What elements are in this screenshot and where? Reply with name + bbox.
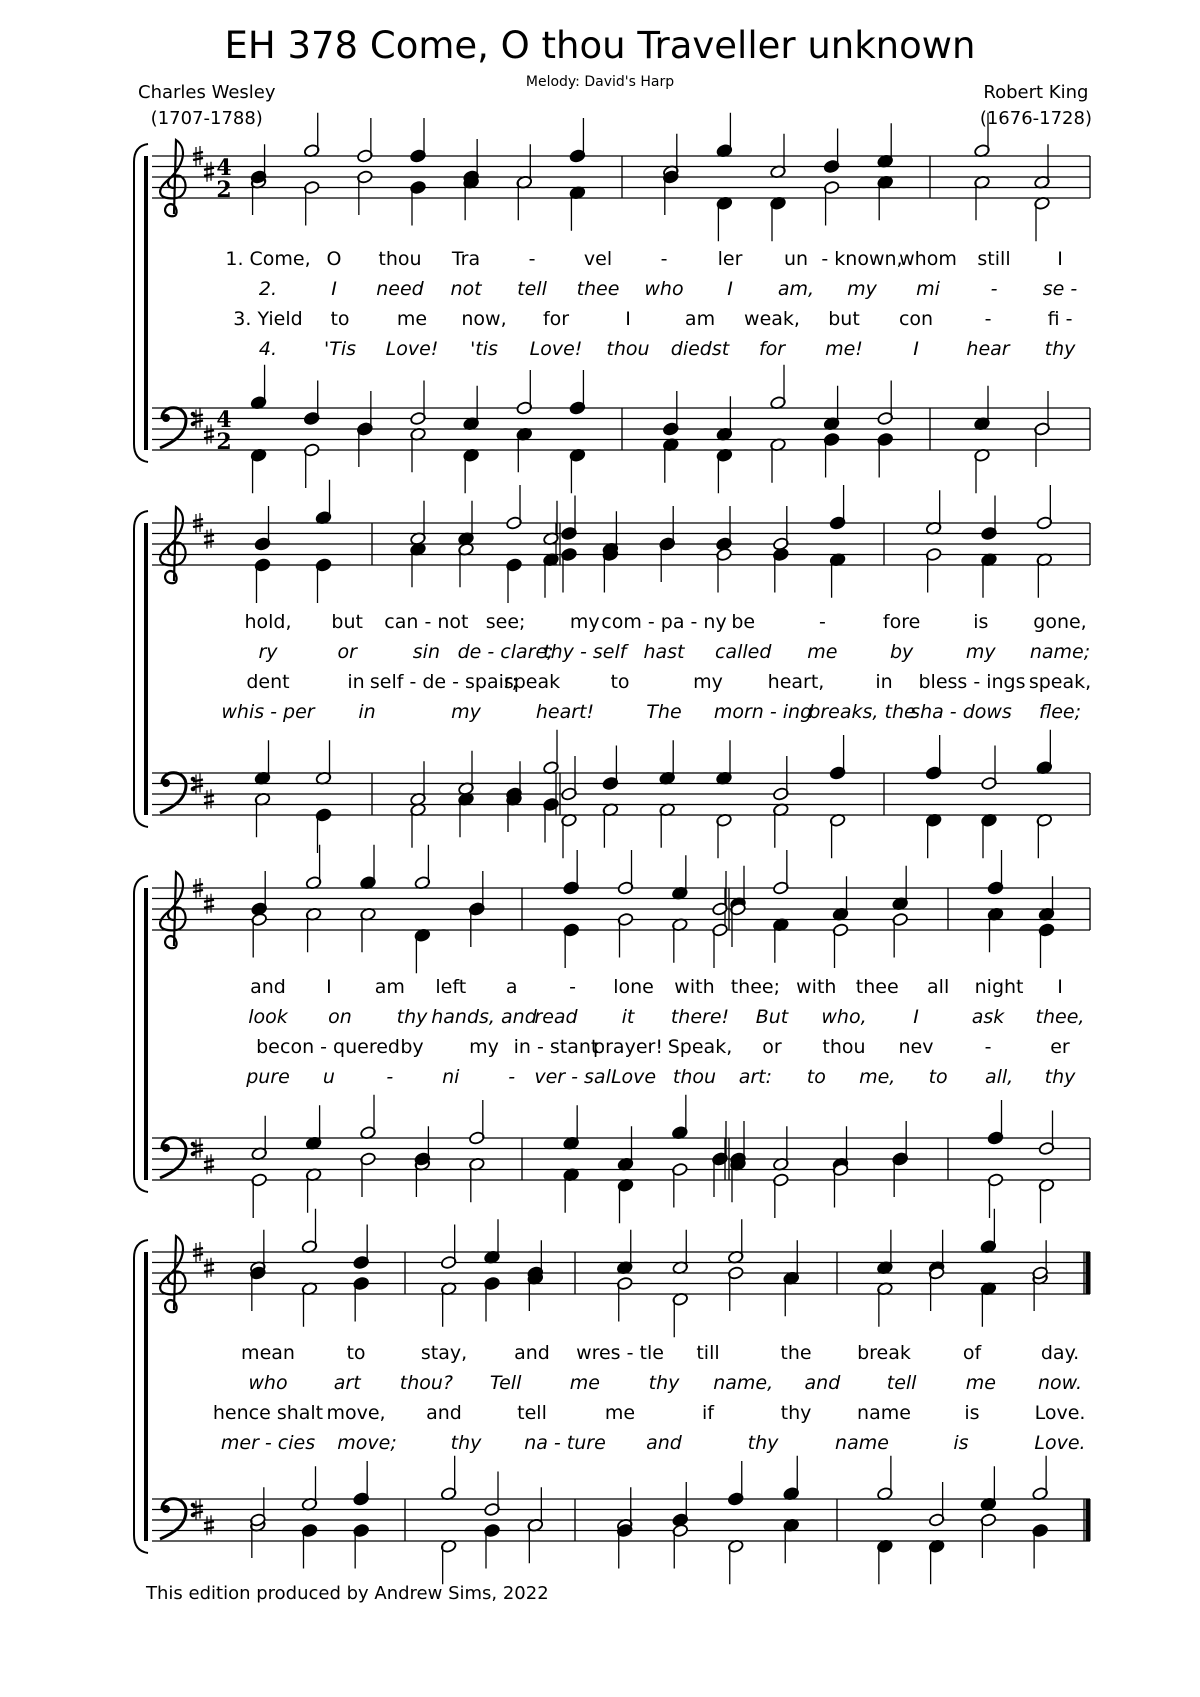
lyric-syllable: thy [648, 1372, 680, 1394]
lyric-syllable: in [358, 701, 376, 723]
lyric-syllable: me, [859, 1066, 896, 1088]
lyric-syllable: I [326, 976, 332, 998]
lyric-syllable: 'Tis [323, 338, 357, 360]
lyric-syllable: Love. [1034, 1402, 1086, 1424]
lyric-syllable: in - stant [513, 1036, 599, 1058]
lyric-syllable: me [965, 1372, 996, 1394]
hymn-title: EH 378 Come, O thou Traveller unknown [224, 24, 976, 67]
lyric-syllable: Love. [1034, 1432, 1086, 1454]
bass-clef-icon [160, 1138, 186, 1178]
lyric-syllable: ver - sal [534, 1066, 611, 1088]
lyric-syllable: speak [503, 671, 561, 693]
edition-credit: This edition produced by Andrew Sims, 2022 [146, 1583, 549, 1604]
treble-clef-icon [160, 1236, 185, 1312]
lyric-syllable: my [847, 278, 877, 300]
lyric-syllable: need [376, 278, 424, 300]
lyric-syllable: hast [643, 641, 685, 663]
lyric-syllable: to [330, 308, 350, 330]
lyric-syllable: stay, [420, 1342, 468, 1364]
lyric-syllable: all, [984, 1066, 1014, 1088]
lyric-syllable: thee; [730, 976, 781, 998]
lyric-syllable: my [693, 671, 723, 693]
lyric-syllable: Love [610, 1066, 657, 1088]
lyric-syllable: I [913, 1006, 919, 1028]
lyric-syllable: gone, [1033, 611, 1087, 633]
lyric-syllable: me! [825, 338, 863, 360]
lyric-syllable: de - clare; [457, 641, 554, 663]
lyric-syllable: now, [461, 308, 507, 330]
lyric-syllable: to [928, 1066, 948, 1088]
lyric-syllable: art: [738, 1066, 773, 1088]
lyric-syllable: be [731, 611, 756, 633]
lyric-syllable: O [326, 248, 342, 270]
lyric-syllable: na - ture [524, 1432, 606, 1454]
lyric-syllable: in [875, 671, 893, 693]
sharp-icon [204, 1166, 214, 1168]
time-signature-bottom: 2 [216, 177, 232, 203]
lyric-syllable: But [755, 1006, 789, 1028]
lyric-syllable: it [621, 1006, 635, 1028]
lyric-syllable: and [250, 976, 286, 998]
lyric-syllable: tell [517, 1402, 547, 1424]
sharp-icon [204, 906, 214, 908]
lyric-syllable: morn - ing [713, 701, 813, 723]
author-dates: (1707-1788) [150, 108, 263, 129]
lyric-syllable: for [542, 308, 570, 330]
lyric-syllable: or [337, 641, 357, 663]
lyric-syllable: - [528, 248, 536, 270]
lyric-syllable: - [818, 611, 826, 633]
lyric-syllable: be [256, 1036, 280, 1058]
lyric-syllable: name; [1029, 641, 1091, 663]
lyric-syllable: see; [485, 611, 526, 633]
lyric-syllable: can - not [384, 611, 469, 633]
lyric-syllable: but [331, 611, 363, 633]
lyric-syllable: the [780, 1342, 812, 1364]
lyric-syllable: whom [899, 248, 957, 270]
lyric-syllable: er [1050, 1036, 1070, 1058]
lyric-syllable: lone [613, 976, 654, 998]
lyric-syllable: thy [450, 1432, 482, 1454]
lyric-syllable: my [569, 611, 600, 633]
lyric-syllable: ry [258, 641, 278, 663]
lyric-syllable: I [1057, 248, 1063, 270]
lyric-syllable: thou [822, 1036, 866, 1058]
sharp-icon [193, 1254, 203, 1256]
lyric-syllable: wres - tle [576, 1342, 664, 1364]
lyric-syllable: and [646, 1432, 682, 1454]
lyric-syllable: me [604, 1402, 636, 1424]
sharp-icon [204, 541, 214, 543]
lyric-syllable: am, [777, 278, 815, 300]
lyric-syllable: I [331, 278, 337, 300]
sharp-icon [204, 900, 214, 902]
treble-clef-icon [160, 140, 185, 216]
lyric-syllable: name [835, 1432, 889, 1454]
lyric-syllable: hands, and [431, 1006, 537, 1028]
lyric-syllable: hence shalt [212, 1402, 324, 1424]
lyric-syllable: fi - [1047, 308, 1073, 330]
lyric-syllable: vel [583, 248, 613, 270]
sharp-icon [204, 1264, 214, 1266]
lyric-syllable: I [1057, 976, 1063, 998]
lyric-syllable: I [625, 308, 631, 330]
composer-dates: (1676-1728) [979, 108, 1092, 129]
lyric-syllable: heart! [535, 701, 595, 723]
sharp-icon [193, 519, 203, 521]
lyric-syllable: ask [971, 1006, 1005, 1028]
treble-clef-icon [160, 507, 185, 583]
lyric-syllable: to [346, 1342, 366, 1364]
lyric-syllable: or [762, 1036, 782, 1058]
lyric-syllable: night [974, 976, 1024, 998]
sharp-icon [204, 1270, 214, 1272]
lyric-syllable: - [386, 1066, 394, 1088]
lyric-syllable: - [984, 308, 992, 330]
sharp-icon [204, 1160, 214, 1162]
bass-clef-dot [162, 1505, 170, 1513]
lyric-syllable: 'tis [470, 338, 498, 360]
lyric-syllable: name, [713, 1372, 774, 1394]
lyric-syllable: thy [780, 1402, 812, 1424]
sharp-icon [193, 158, 203, 160]
lyric-syllable: u [322, 1066, 335, 1088]
lyric-syllable: - [984, 1036, 992, 1058]
bass-clef-icon [160, 1499, 186, 1539]
lyric-syllable: on [328, 1006, 352, 1028]
sharp-icon [204, 168, 214, 170]
lyric-syllable: look [248, 1006, 288, 1028]
lyric-syllable: by [889, 641, 914, 663]
lyric-syllable: till [696, 1342, 720, 1364]
sharp-icon [193, 1151, 203, 1153]
lyric-syllable: 4. [258, 338, 278, 360]
lyric-syllable: weak, [744, 308, 800, 330]
lyric-syllable: Love! [529, 338, 583, 360]
lyric-syllable: mi [916, 278, 940, 300]
lyric-syllable: tell [517, 278, 547, 300]
lyric-syllable: all [927, 976, 950, 998]
lyric-syllable: my [965, 641, 996, 663]
lyric-syllable: me [807, 641, 838, 663]
lyric-syllable: mer - cies [220, 1432, 316, 1454]
lyric-syllable: my [451, 701, 481, 723]
lyric-syllable: art [333, 1372, 361, 1394]
sharp-icon [193, 421, 203, 423]
lyric-syllable: dent [246, 671, 290, 693]
lyric-syllable: Tra [451, 248, 481, 270]
time-signature-top: 4 [216, 155, 232, 181]
lyric-syllable: if [702, 1402, 714, 1424]
lyric-syllable: hold, [244, 611, 292, 633]
lyric-syllable: for [758, 338, 786, 360]
lyric-syllable: by [400, 1036, 424, 1058]
sharp-icon [204, 1521, 214, 1523]
lyric-syllable: who [248, 1372, 288, 1394]
bass-clef-dot [162, 414, 170, 422]
lyric-syllable: now. [1037, 1372, 1083, 1394]
lyric-syllable: diedst [670, 338, 730, 360]
lyric-syllable: to [610, 671, 630, 693]
lyric-syllable: - known, [821, 248, 903, 270]
lyric-syllable: and [514, 1342, 550, 1364]
treble-clef-icon [160, 872, 185, 948]
lyric-syllable: and [426, 1402, 462, 1424]
lyric-syllable: thy [396, 1006, 428, 1028]
lyric-syllable: 1. Come, [225, 248, 311, 270]
sharp-icon [193, 525, 203, 527]
lyric-syllable: ler [717, 248, 743, 270]
lyric-syllable: a [505, 976, 518, 998]
lyric-syllable: Speak, [667, 1036, 733, 1058]
lyric-syllable: to [806, 1066, 826, 1088]
lyric-syllable: who [644, 278, 684, 300]
lyric-syllable: thy [1044, 1066, 1076, 1088]
lyric-syllable: sin [412, 641, 441, 663]
lyric-syllable: - [990, 278, 998, 300]
time-signature-bottom: 2 [216, 429, 232, 455]
lyric-syllable: prayer! [593, 1036, 663, 1058]
lyric-syllable: is [973, 611, 989, 633]
sharp-icon [204, 436, 214, 438]
lyric-syllable: me [569, 1372, 600, 1394]
sharp-icon [204, 795, 214, 797]
lyric-syllable: thou [378, 248, 422, 270]
sharp-icon [204, 801, 214, 803]
lyric-syllable: not [450, 278, 482, 300]
lyric-syllable: speak, [1028, 671, 1092, 693]
lyric-syllable: me [396, 308, 428, 330]
lyric-syllable: thy [747, 1432, 779, 1454]
lyric-syllable: thy [1044, 338, 1076, 360]
lyric-syllable: read [534, 1006, 578, 1028]
lyric-syllable: called [714, 641, 772, 663]
lyric-syllable: ni [442, 1066, 460, 1088]
lyric-syllable: thou [672, 1066, 717, 1088]
lyric-syllable: but [828, 308, 860, 330]
lyric-syllable: still [977, 248, 1011, 270]
lyric-syllable: 2. [258, 278, 278, 300]
sharp-icon [204, 535, 214, 537]
bass-clef-icon [160, 773, 186, 813]
lyric-syllable: - [569, 976, 577, 998]
lyric-syllable: se - [1042, 278, 1078, 300]
lyric-syllable: thee, [1035, 1006, 1085, 1028]
lyric-syllable: is [964, 1402, 980, 1424]
lyric-syllable: flee; [1038, 701, 1082, 723]
lyric-syllable: there! [670, 1006, 730, 1028]
lyric-syllable: Tell [489, 1372, 522, 1394]
lyric-syllable: bless - ings [918, 671, 1026, 693]
lyric-syllable: whis - per [221, 701, 315, 723]
lyric-syllable: sha - dows [910, 701, 1012, 723]
lyric-syllable: thee [576, 278, 620, 300]
lyric-syllable: I [727, 278, 733, 300]
lyric-syllable: I [913, 338, 919, 360]
lyric-syllable: am [374, 976, 405, 998]
lyric-syllable: con [898, 308, 934, 330]
sharp-icon [193, 890, 203, 892]
sharp-icon [193, 152, 203, 154]
lyric-syllable: breaks, the [808, 701, 916, 723]
lyric-syllable: left [435, 976, 467, 998]
lyric-syllable: mean [241, 1342, 295, 1364]
lyric-syllable: - [660, 248, 668, 270]
author-name: Charles Wesley [138, 82, 276, 103]
lyric-syllable: 3. Yield [233, 308, 303, 330]
lyric-syllable: - [508, 1066, 516, 1088]
lyric-syllable: self - de - spair; [369, 671, 519, 693]
lyric-syllable: hear [966, 338, 1010, 360]
sharp-icon [193, 786, 203, 788]
lyric-syllable: of [962, 1342, 982, 1364]
bass-clef-dot [162, 779, 170, 787]
lyric-syllable: and [804, 1372, 841, 1394]
lyric-syllable: pure [246, 1066, 290, 1088]
lyric-syllable: who, [821, 1006, 867, 1028]
lyric-syllable: thou? [399, 1372, 454, 1394]
lyric-syllable: tell [886, 1372, 917, 1394]
lyric-syllable: break [857, 1342, 911, 1364]
lyric-syllable: nev [898, 1036, 934, 1058]
lyric-syllable: am [684, 308, 716, 330]
sharp-icon [193, 884, 203, 886]
lyric-syllable: thou [606, 338, 650, 360]
lyric-syllable: day. [1040, 1342, 1080, 1364]
lyric-syllable: thy - self [543, 641, 627, 663]
lyric-syllable: heart, [767, 671, 825, 693]
lyric-syllable: name [857, 1402, 911, 1424]
lyric-syllable: Love! [385, 338, 439, 360]
lyric-syllable: with [796, 976, 837, 998]
lyric-syllable: my [469, 1036, 499, 1058]
time-signature-top: 4 [216, 407, 232, 433]
lyric-syllable: un [783, 248, 809, 270]
sharp-icon [193, 1512, 203, 1514]
lyric-syllable: con - quered [280, 1036, 400, 1058]
sharp-icon [204, 430, 214, 432]
bass-clef-dot [162, 1144, 170, 1152]
sharp-icon [204, 1527, 214, 1529]
lyric-syllable: is [953, 1432, 969, 1454]
lyric-syllable: move, [326, 1402, 386, 1424]
composer-name: Robert King [983, 82, 1089, 103]
sharp-icon [204, 174, 214, 176]
sharp-icon [193, 1248, 203, 1250]
lyric-syllable: thee [855, 976, 899, 998]
lyric-syllable: with [674, 976, 715, 998]
bass-clef-icon [160, 408, 186, 448]
lyric-syllable: fore [882, 611, 921, 633]
melody-name: Melody: David's Harp [525, 74, 675, 90]
lyric-syllable: move; [337, 1432, 397, 1454]
lyric-syllable: com - pa - ny [601, 611, 727, 633]
lyric-syllable: The [646, 701, 682, 723]
lyric-syllable: in [347, 671, 365, 693]
